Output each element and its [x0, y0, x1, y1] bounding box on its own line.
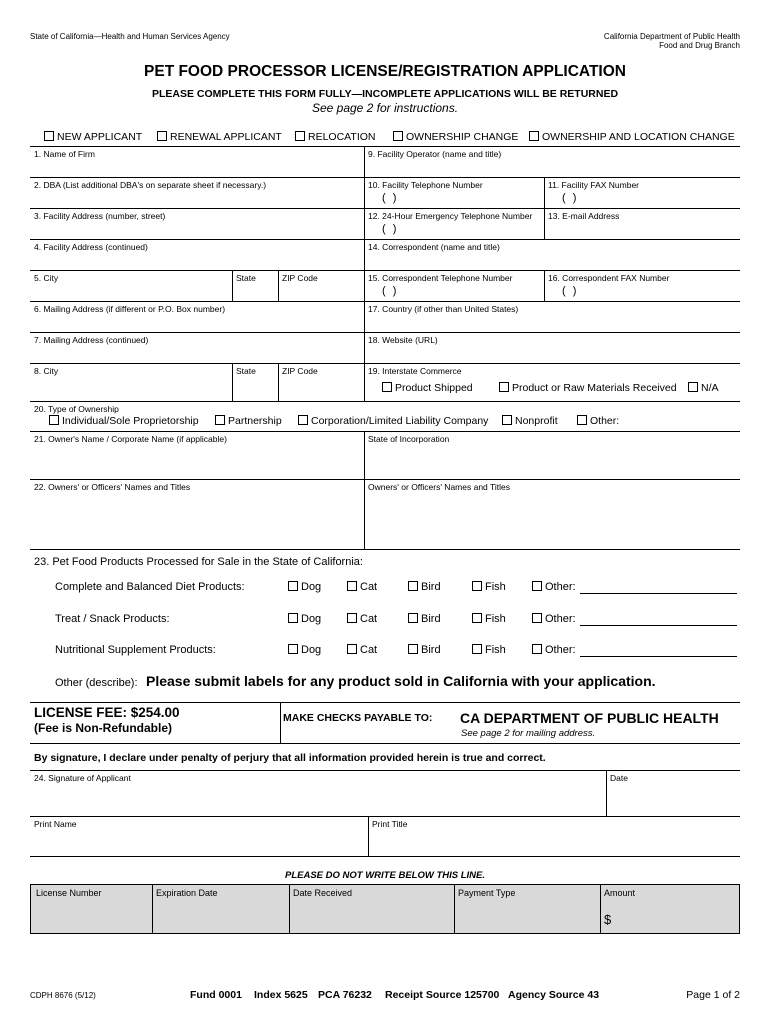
option-ownership-location-change[interactable]: OWNERSHIP AND LOCATION CHANGE [529, 131, 735, 143]
fee-non-refundable: (Fee is Non-Refundable) [34, 721, 173, 735]
complete-diet-label: Complete and Balanced Diet Products: [55, 581, 245, 593]
country-field[interactable]: 17. Country (if other than United States) [368, 304, 519, 314]
option-ownership-change[interactable]: OWNERSHIP CHANGE [393, 131, 518, 143]
signature-date-field[interactable]: Date [610, 773, 628, 783]
checkbox[interactable] [393, 131, 403, 141]
city-field[interactable]: 5. City [34, 273, 59, 283]
signature-field[interactable]: 24. Signature of Applicant [34, 773, 131, 783]
email-address-field[interactable]: 13. E-mail Address [548, 211, 620, 221]
state-of-incorporation-field[interactable]: State of Incorporation [368, 434, 450, 444]
checkbox[interactable] [382, 382, 392, 392]
supplement-other[interactable]: Other: [532, 644, 576, 656]
checkbox[interactable] [298, 415, 308, 425]
facility-telephone-field[interactable]: 10. Facility Telephone Number ( ) [368, 180, 483, 204]
supplement-bird[interactable]: Bird [408, 644, 441, 656]
option-sole-proprietorship[interactable]: Individual/Sole Proprietorship [49, 415, 199, 427]
amount-dollar-sign: $ [604, 912, 612, 927]
checkbox[interactable] [347, 581, 357, 591]
mailing-address-field[interactable]: 6. Mailing Address (if different or P.O. Box number) [34, 304, 226, 314]
form-title: PET FOOD PROCESSOR LICENSE/REGISTRATION APPLICATION [144, 63, 626, 80]
branch-name: Food and Drug Branch [659, 41, 740, 50]
payable-to-label: MAKE CHECKS PAYABLE TO: [283, 712, 433, 724]
receipt-source: Receipt Source 125700 [385, 989, 500, 1001]
supplement-dog[interactable]: Dog [288, 644, 321, 656]
facility-address-field[interactable]: 3. Facility Address (number, street) [34, 211, 166, 221]
checkbox[interactable] [408, 581, 418, 591]
officers-names-field-right[interactable]: Owners' or Officers' Names and Titles [368, 482, 510, 492]
date-received-label: Date Received [293, 888, 353, 898]
payment-type-label: Payment Type [458, 888, 516, 898]
checkbox[interactable] [532, 581, 542, 591]
supplement-label: Nutritional Supplement Products: [55, 644, 216, 656]
checkbox[interactable] [472, 613, 482, 623]
zip-field[interactable]: ZIP Code [282, 273, 318, 283]
treat-cat[interactable]: Cat [347, 613, 377, 625]
checkbox[interactable] [499, 382, 509, 392]
facility-operator-field[interactable]: 9. Facility Operator (name and title) [368, 149, 502, 159]
mailing-state-field[interactable]: State [236, 366, 256, 376]
mailing-zip-field[interactable]: ZIP Code [282, 366, 318, 376]
amount-label: Amount [604, 888, 636, 898]
checkbox[interactable] [157, 131, 167, 141]
facility-fax-field[interactable]: 11. Facility FAX Number ( ) [548, 180, 640, 204]
checkbox[interactable] [288, 613, 298, 623]
declaration: By signature, I declare under penalty of perjury that all information provided herein is true and correct. [34, 752, 546, 764]
agency-source: Agency Source 43 [508, 989, 600, 1001]
diet-dog[interactable]: Dog [288, 581, 321, 593]
officers-names-field-left[interactable]: 22. Owners' or Officers' Names and Titles [34, 482, 191, 492]
dba-field[interactable]: 2. DBA (List additional DBA's on separate sheet if necessary.) [34, 180, 267, 190]
mailing-address-continued-field[interactable]: 7. Mailing Address (continued) [34, 335, 149, 345]
option-product-shipped[interactable]: Product Shipped [382, 382, 473, 394]
license-fee: LICENSE FEE: $254.00 [34, 705, 180, 720]
checkbox[interactable] [472, 581, 482, 591]
checkbox[interactable] [288, 644, 298, 654]
correspondent-fax-field[interactable]: 16. Correspondent FAX Number ( ) [548, 273, 670, 297]
index-code: Index 5625 [254, 989, 308, 1001]
license-number-label: License Number [36, 888, 102, 898]
diet-fish[interactable]: Fish [472, 581, 506, 593]
page-number: Page 1 of 2 [686, 989, 740, 1001]
website-field[interactable]: 18. Website (URL) [368, 335, 438, 345]
print-title-field[interactable]: Print Title [372, 819, 408, 829]
department-name: California Department of Public Health [603, 32, 740, 41]
supplement-cat[interactable]: Cat [347, 644, 377, 656]
correspondent-telephone-field[interactable]: 15. Correspondent Telephone Number ( ) [368, 273, 513, 297]
checkbox[interactable] [44, 131, 54, 141]
fund-code: Fund 0001 [190, 989, 242, 1001]
treat-other[interactable]: Other: [532, 613, 576, 625]
option-product-received[interactable]: Product or Raw Materials Received [499, 382, 677, 394]
mailing-address-note: See page 2 for mailing address. [461, 728, 596, 739]
checkbox[interactable] [408, 613, 418, 623]
checkbox[interactable] [347, 613, 357, 623]
emergency-telephone-field[interactable]: 12. 24-Hour Emergency Telephone Number ( ) [368, 211, 533, 235]
labels-note: Please submit labels for any product sold in California with your application. [146, 673, 656, 689]
diet-other-line[interactable] [580, 593, 737, 594]
form-subtitle: PLEASE COMPLETE THIS FORM FULLY—INCOMPLETE APPLICATIONS WILL BE RETURNED [151, 88, 619, 100]
checkbox[interactable] [688, 382, 698, 392]
checkbox[interactable] [472, 644, 482, 654]
print-name-field[interactable]: Print Name [34, 819, 77, 829]
checkbox[interactable] [577, 415, 587, 425]
supplement-other-line[interactable] [580, 656, 737, 657]
ownership-type-label: 20. Type of Ownership [34, 404, 119, 414]
option-new-applicant[interactable]: NEW APPLICANT [44, 131, 142, 143]
owner-name-field[interactable]: 21. Owner's Name / Corporate Name (if applicable) [34, 434, 227, 444]
option-corporation-llc[interactable]: Corporation/Limited Liability Company [298, 415, 488, 427]
checkbox[interactable] [49, 415, 59, 425]
mailing-city-field[interactable]: 8. City [34, 366, 59, 376]
department-header [604, 32, 740, 50]
option-relocation[interactable]: RELOCATION [295, 131, 375, 143]
agency-header: State of California—Health and Human Services Agency [30, 32, 230, 41]
other-describe-label: Other (describe): [55, 677, 138, 689]
checkbox[interactable] [288, 581, 298, 591]
pca-code: PCA 76232 [318, 989, 372, 1001]
correspondent-field[interactable]: 14. Correspondent (name and title) [368, 242, 500, 252]
checkbox[interactable] [347, 644, 357, 654]
checkbox[interactable] [532, 644, 542, 654]
interstate-commerce-field: 19. Interstate Commerce [368, 366, 462, 376]
diet-cat[interactable]: Cat [347, 581, 377, 593]
checkbox[interactable] [408, 644, 418, 654]
checkbox[interactable] [529, 131, 539, 141]
treat-dog[interactable]: Dog [288, 613, 321, 625]
treat-bird[interactable]: Bird [408, 613, 441, 625]
name-of-firm-field[interactable]: 1. Name of Firm [34, 149, 95, 159]
facility-address-continued-field[interactable]: 4. Facility Address (continued) [34, 242, 148, 252]
checkbox[interactable] [215, 415, 225, 425]
form-id: CDPH 8676 (5/12) [30, 991, 96, 1000]
supplement-fish[interactable]: Fish [472, 644, 506, 656]
treat-fish[interactable]: Fish [472, 613, 506, 625]
checkbox[interactable] [502, 415, 512, 425]
option-partnership[interactable]: Partnership [215, 415, 282, 427]
diet-bird[interactable]: Bird [408, 581, 441, 593]
option-renewal-applicant[interactable]: RENEWAL APPLICANT [157, 131, 282, 143]
option-nonprofit[interactable]: Nonprofit [502, 415, 558, 427]
diet-other[interactable]: Other: [532, 581, 576, 593]
treat-snack-label: Treat / Snack Products: [55, 613, 170, 625]
option-ownership-other[interactable]: Other: [577, 415, 619, 427]
option-na[interactable]: N/A [688, 382, 719, 394]
checkbox[interactable] [295, 131, 305, 141]
payee-name: CA DEPARTMENT OF PUBLIC HEALTH [460, 710, 719, 726]
state-field[interactable]: State [236, 273, 256, 283]
expiration-date-label: Expiration Date [156, 888, 218, 898]
instructions-note: See page 2 for instructions. [311, 101, 459, 115]
treat-other-line[interactable] [580, 625, 737, 626]
checkbox[interactable] [532, 613, 542, 623]
section-23-heading: 23. Pet Food Products Processed for Sale in the State of California: [34, 556, 363, 568]
do-not-write-notice: PLEASE DO NOT WRITE BELOW THIS LINE. [284, 870, 486, 881]
